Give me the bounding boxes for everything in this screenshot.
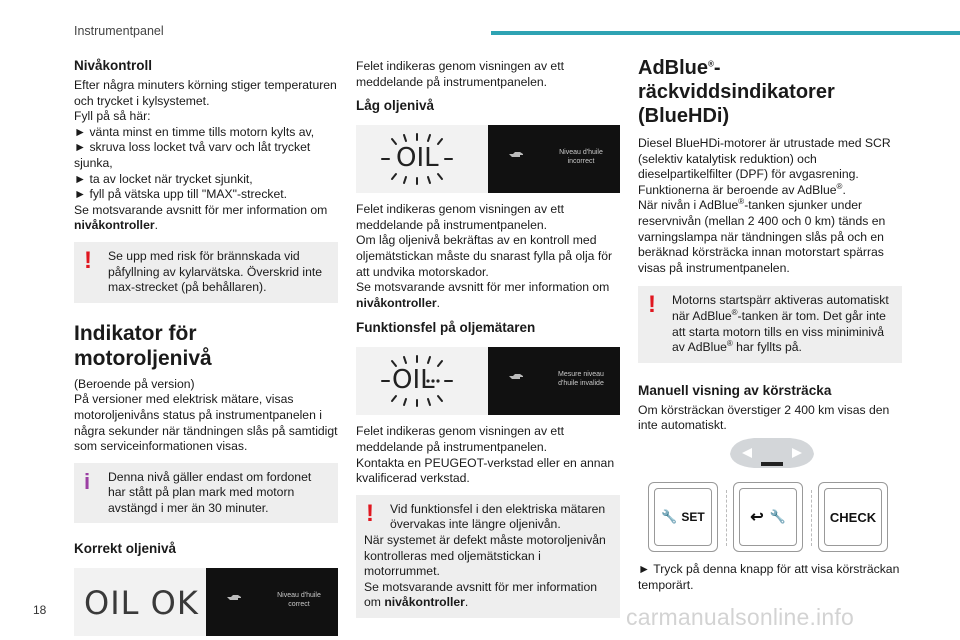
info-note: i Denna nivå gäller endast om fordonet har stått på plan mark med motorn avstängd i mer än 30 minuter.: [74, 463, 338, 524]
oil-fault-text: OIL: [392, 365, 435, 396]
paragraph: Funktionerna är beroende av AdBlue®.: [638, 181, 846, 197]
paragraph: Diesel BlueHDi-motorer är utrustade med SCR (selektiv katalytisk reduktion) och dieselpartikelfilter (DPF) för avgasrening.: [638, 136, 891, 182]
paragraph: Om låg oljenivå bekräftas av en kontroll med oljemätstickan måste du snarast fylla på olja för att undvika motorskador.: [356, 233, 613, 279]
oil-can-icon: [508, 371, 524, 381]
wrench-icon: 🔧: [769, 509, 786, 524]
paragraph: När nivån i AdBlue®-tanken sjunker under reservnivån (mellan 2 400 och 0 km) tänds en varningslampa när tändningen slås på och en beräknad körsträcka innan motorstart spärras visas på instrumentpanelen.: [638, 197, 886, 275]
section-header: Instrumentpanel: [74, 24, 164, 38]
column-3: [638, 56, 902, 434]
oil-ok-text: OIL OK: [84, 584, 199, 623]
oil-fault-message: Mesure niveau d'huile invalide: [558, 371, 604, 388]
link-nivakontroller: nivåkontroller: [356, 295, 437, 310]
heading-lag-oljeniva: Låg oljenivå: [356, 98, 435, 114]
paragraph: Kontakta en PEUGEOT-verkstad eller en annan kvalificerad verkstad.: [356, 455, 615, 486]
step: ► skruva loss locket två varv och låt trycket sjunka,: [74, 140, 311, 170]
warning-exclamation-icon: !: [648, 291, 656, 319]
paragraph: Se motsvarande avsnitt för mer information om nivåkontroller.: [74, 202, 328, 233]
warning-exclamation-icon: !: [84, 246, 92, 274]
page-number: 18: [33, 603, 47, 617]
step: ► ta av locket när trycket sjunkit,: [74, 171, 253, 186]
paragraph: Efter några minuters körning stiger temperaturen och trycket i kylsystemet.: [74, 78, 337, 108]
step: ► fyll på vätska upp till "MAX"-strecket.: [74, 187, 288, 202]
oil-can-icon: [226, 592, 242, 602]
steering-control-illustration: [724, 432, 820, 472]
oil-low-panel: [356, 125, 620, 193]
link-nivakontroller: nivåkontroller: [74, 218, 155, 233]
paragraph: Felet indikeras genom visningen av ett meddelande på instrumentpanelen.: [356, 59, 564, 89]
back-arrow-icon: ↩: [750, 509, 764, 526]
paragraph: (Beroende på version): [74, 376, 195, 391]
paragraph: Felet indikeras genom visningen av ett meddelande på instrumentpanelen.: [356, 202, 564, 232]
column-1: [74, 56, 338, 636]
paragraph: Felet indikeras genom visningen av ett meddelande på instrumentpanelen.: [356, 424, 564, 454]
heading-indikator: Indikator för motoroljenivå: [74, 321, 212, 370]
oil-low-message-screen: [488, 125, 620, 193]
heading-korrekt: Korrekt oljenivå: [74, 541, 177, 557]
steering-button-row: [648, 482, 888, 552]
heading-nivakontroll: Nivåkontroll: [74, 58, 153, 73]
check-button[interactable]: CHECK: [818, 482, 888, 552]
heading-adblue: AdBlue®- räckviddsindikatorer (BlueHDi): [638, 57, 835, 127]
oil-fault-message-screen: [488, 347, 620, 415]
set-button[interactable]: 🔧 SET: [648, 482, 718, 552]
back-wrench-button[interactable]: [733, 482, 803, 552]
oil-low-text: OIL: [396, 143, 439, 174]
oil-fault-display: [356, 347, 488, 415]
header-accent-bar: [491, 31, 960, 35]
watermark: carmanualsonline.info: [626, 604, 854, 630]
oil-ok-message-screen: [206, 568, 338, 636]
warning-note: ! Motorns startspärr aktiveras automatiskt när AdBlue®-tanken är tom. Det går inte att starta motorn tills en viss miniminivå av AdBlue® har fyllts på.: [638, 286, 902, 362]
link-nivakontroller: nivåkontroller: [384, 595, 465, 610]
divider: [811, 490, 812, 546]
warning-note: ! Se upp med risk för brännskada vid påfyllning av kylarvätska. Överskrid inte max-strecket (på behållaren).: [74, 242, 338, 303]
oil-low-display: [356, 125, 488, 193]
oil-low-message: Niveau d'huile incorrect: [559, 149, 603, 166]
paragraph: ► Tryck på denna knapp för att visa körsträckan temporärt.: [638, 562, 900, 592]
paragraph: På versioner med elektrisk mätare, visas motoroljenivåns status på instrumentpanelen i några sekunder när tändningen slås på samtidigt som serviceinformationen visas.: [74, 392, 338, 454]
column-2: [356, 56, 620, 618]
paragraph: Fyll på så här:: [74, 109, 151, 124]
oil-ok-panel: [74, 568, 338, 636]
oil-fault-panel: [356, 347, 620, 415]
step: ► vänta minst en timme tills motorn kylts av,: [74, 124, 315, 139]
oil-ok-display: [74, 568, 206, 636]
divider: [726, 490, 727, 546]
paragraph: Om körsträckan överstiger 2 400 km visas den inte automatiskt.: [638, 402, 890, 433]
heading-manuell-visning: Manuell visning av körsträcka: [638, 382, 832, 398]
warning-exclamation-icon: !: [366, 499, 374, 527]
oil-ok-message: Niveau d'huile correct: [277, 592, 321, 609]
heading-funktionsfel: Funktionsfel på oljemätaren: [356, 320, 536, 336]
warning-note: ! Vid funktionsfel i den elektriska mätaren övervakas inte längre oljenivån. När systemet är defekt måste motoroljenivån kontrolleras med oljemätstickan i motorrummet. Se motsvarande avsnitt för mer information om nivåkontroller.: [356, 495, 620, 618]
paragraph: Se motsvarande avsnitt för mer information om nivåkontroller.: [356, 280, 610, 310]
wrench-icon: 🔧: [661, 509, 678, 524]
info-icon: i: [84, 468, 91, 494]
oil-can-icon: [508, 149, 524, 159]
